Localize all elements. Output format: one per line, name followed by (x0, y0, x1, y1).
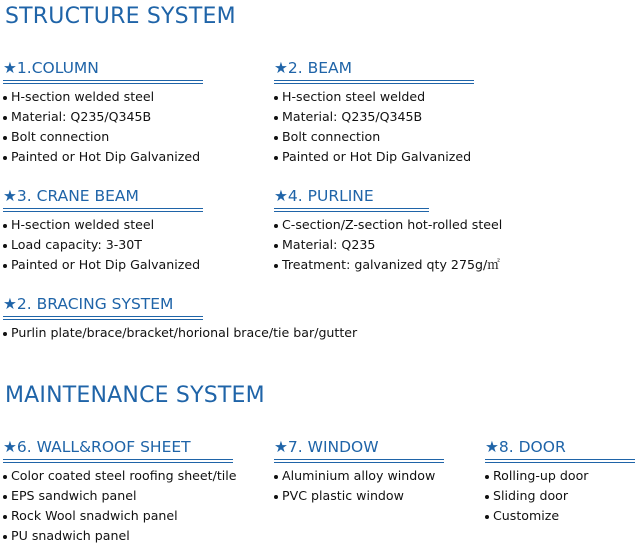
section-title: ★4. PURLINE (274, 187, 374, 205)
list-item: Rolling-up door (485, 466, 635, 486)
list-item: PVC plastic window (274, 486, 444, 506)
list-item: H-section welded steel (3, 87, 203, 107)
section-list (3, 215, 203, 275)
section-title: ★6. WALL&ROOF SHEET (3, 438, 191, 456)
section-purline (274, 186, 503, 275)
star-icon: ★ (3, 187, 17, 205)
list-item: Material: Q235/Q345B (3, 107, 203, 127)
section-title: ★2. BRACING SYSTEM (3, 295, 174, 313)
list-item: Treatment: galvanized qty 275g/㎡ (274, 255, 429, 275)
list-item: Painted or Hot Dip Galvanized (274, 147, 474, 167)
section-title: ★8. DOOR (485, 438, 566, 456)
section-list (274, 466, 444, 506)
list-item: H-section welded steel (3, 215, 203, 235)
section-crane-beam (3, 186, 203, 275)
list-item: Painted or Hot Dip Galvanized (3, 147, 203, 167)
section-list (485, 466, 635, 526)
list-item: Bolt connection (274, 127, 474, 147)
section-door (485, 437, 635, 526)
star-icon: ★ (274, 187, 288, 205)
star-icon: ★ (274, 59, 288, 77)
star-icon: ★ (485, 438, 499, 456)
section-title: ★3. CRANE BEAM (3, 187, 139, 205)
list-item: EPS sandwich panel (3, 486, 233, 506)
section-title: ★1.COLUMN (3, 59, 99, 77)
section-title: ★2. BEAM (274, 59, 353, 77)
section-wall-roof-sheet (3, 437, 237, 546)
list-item: C-section/Z-section hot-rolled steel (274, 215, 429, 235)
star-icon: ★ (3, 59, 17, 77)
section-list (274, 215, 503, 275)
list-item: Painted or Hot Dip Galvanized (3, 255, 203, 275)
list-item: Purlin plate/brace/bracket/horional brace/tie bar/gutter (3, 323, 203, 343)
structure-system-heading: STRUCTURE SYSTEM (5, 4, 236, 29)
section-list (274, 87, 474, 167)
section-column (3, 58, 203, 167)
maintenance-system-heading: MAINTENANCE SYSTEM (5, 383, 265, 408)
list-item: Load capacity: 3-30T (3, 235, 203, 255)
section-list (3, 323, 358, 343)
star-icon: ★ (3, 295, 17, 313)
section-window (274, 437, 444, 506)
section-beam (274, 58, 474, 167)
list-item: Customize (485, 506, 635, 526)
section-title: ★7. WINDOW (274, 438, 379, 456)
list-item: Sliding door (485, 486, 635, 506)
section-list (3, 87, 203, 167)
star-icon: ★ (3, 438, 17, 456)
list-item: Aluminium alloy window (274, 466, 444, 486)
list-item: Bolt connection (3, 127, 203, 147)
section-list (3, 466, 237, 546)
list-item: Color coated steel roofing sheet/tile (3, 466, 233, 486)
list-item: Material: Q235/Q345B (274, 107, 474, 127)
star-icon: ★ (274, 438, 288, 456)
list-item: Rock Wool snadwich panel (3, 506, 233, 526)
list-item: PU snadwich panel (3, 526, 233, 546)
list-item: Material: Q235 (274, 235, 429, 255)
list-item: H-section steel welded (274, 87, 474, 107)
section-bracing-system (3, 294, 358, 343)
